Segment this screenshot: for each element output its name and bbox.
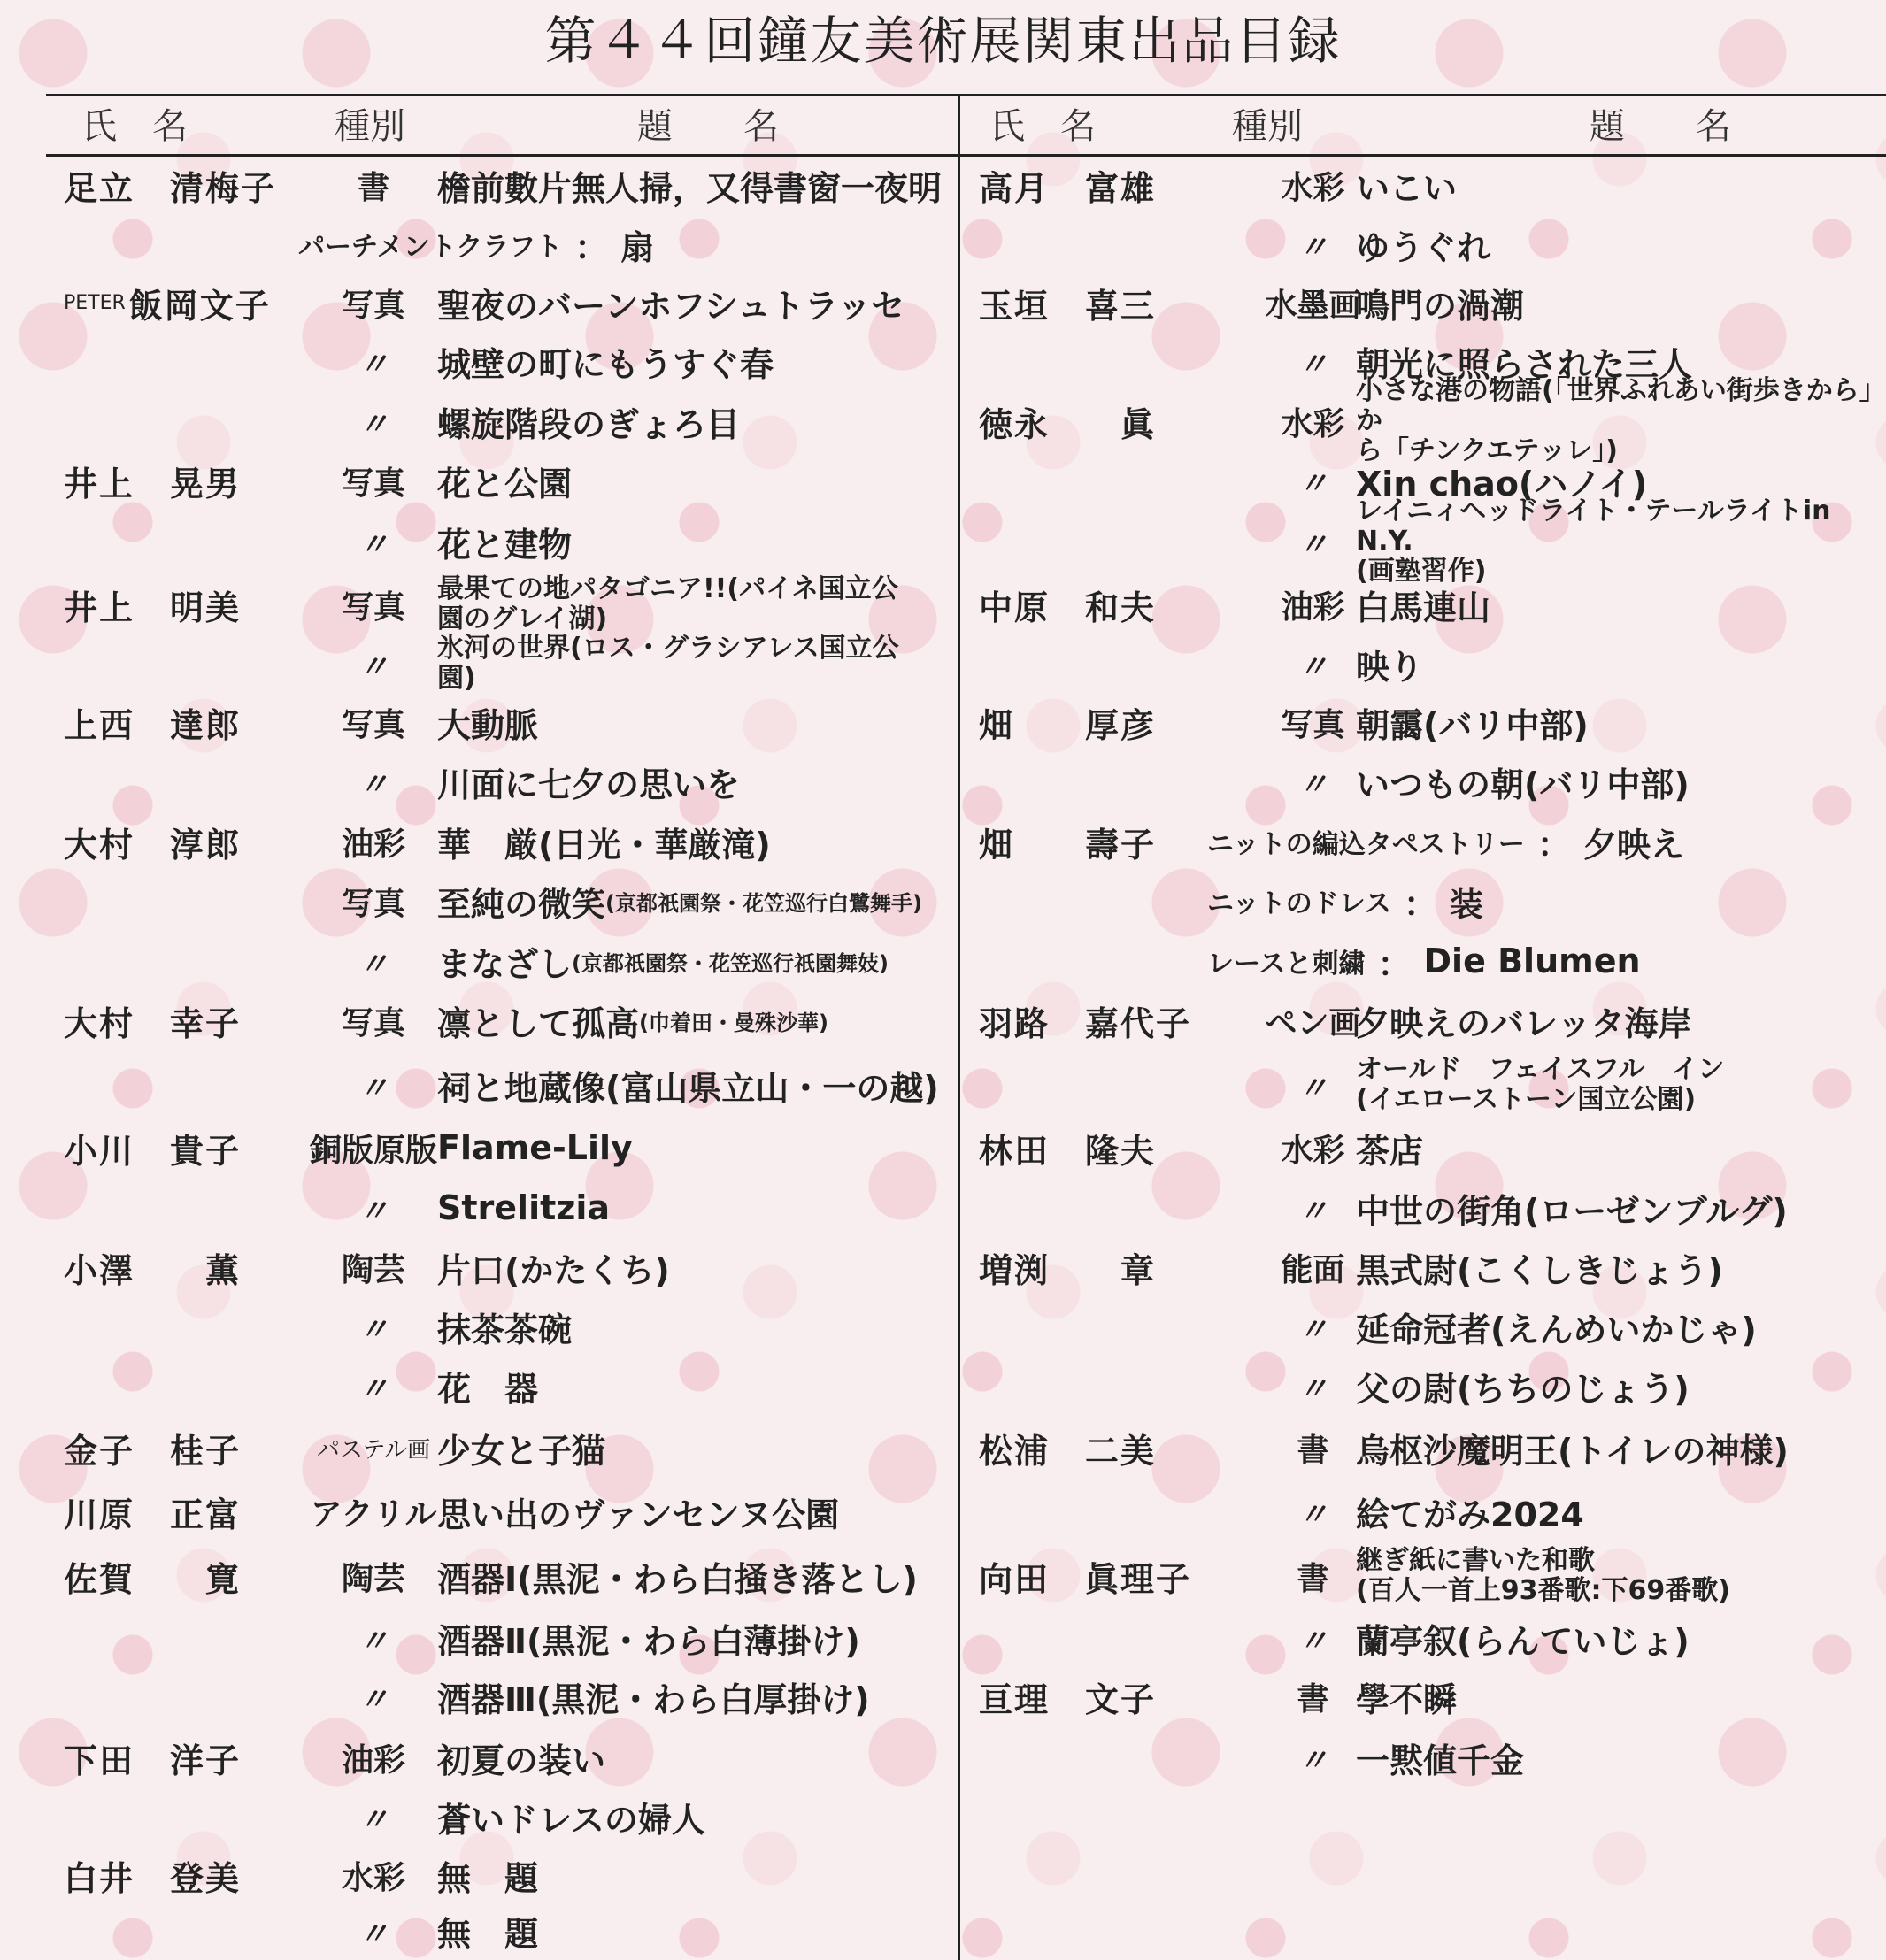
work-title (437, 1902, 956, 1960)
craft-entry (1207, 872, 1886, 930)
work-title-block (1356, 1055, 1724, 1115)
work-title-text: ゆうぐれ (1356, 227, 1491, 267)
page-title: 第４４回鐘友美術展関東出品目録 (544, 11, 1342, 71)
work-title-text: Xin chao(ハノイ) (1356, 464, 1648, 503)
work-title-text: 父の尉(ちちのじょう) (1356, 1369, 1690, 1409)
medium-type: 〃 (1297, 1623, 1328, 1659)
medium-type: 水彩 (1281, 405, 1345, 442)
medium-type: 油彩 (341, 1741, 405, 1779)
catalog-row (46, 1667, 956, 1726)
header-top-rule (46, 94, 1886, 96)
work-title-text: 城壁の町にもうすぐ春 (437, 344, 774, 384)
catalog-row (46, 1297, 956, 1356)
work-title-line2: 園) (437, 663, 476, 694)
medium-type: 〃 (358, 1916, 389, 1952)
catalog-row (961, 1609, 1886, 1667)
name-text: 増渕 章 (979, 1250, 1157, 1290)
medium-type: アクリル (310, 1495, 437, 1533)
work-title (437, 451, 956, 510)
medium-type: 〃 (358, 1681, 389, 1718)
work-title (1356, 496, 1886, 587)
catalog-row (46, 1179, 956, 1237)
name-text: 松浦 二美 (979, 1431, 1157, 1471)
catalog-row (46, 1728, 956, 1787)
work-title-text: 聖夜のバーンホフシュトラッセ (437, 286, 905, 326)
catalog-row (46, 156, 956, 214)
catalog-row (961, 752, 1886, 811)
separator-colon: ： (1377, 944, 1412, 984)
work-title-text: 延命冠者(えんめいかじゃ) (1356, 1310, 1757, 1349)
work-title-text: 無 題 (437, 1914, 539, 1954)
work-title (437, 1482, 956, 1541)
work-title (437, 1297, 956, 1356)
work-title-line1: 小さな港の物語(「世界ふれあい街歩きから」か (1356, 375, 1886, 436)
work-title-block (1356, 496, 1886, 587)
name-text: 井上 明美 (64, 588, 242, 627)
catalog-row (46, 634, 956, 693)
medium-type: 〃 (358, 527, 389, 563)
catalog-row (961, 375, 1886, 466)
work-title (1356, 1667, 1886, 1726)
work-title: Die Blumen (1423, 942, 1641, 980)
work-title-text: 螺旋階段のぎょろ目 (437, 404, 741, 444)
medium-type: 油彩 (1281, 588, 1345, 626)
work-title-note: (巾着田・曼殊沙華) (639, 1010, 828, 1035)
work-title-text: 中世の街角(ローゼンブルグ) (1356, 1191, 1788, 1231)
work-title-text: 抹茶茶碗 (437, 1310, 573, 1349)
work-title-text: 映り (1356, 647, 1424, 687)
medium-type: 写真 (341, 287, 405, 324)
work-title-text: 白馬連山 (1356, 588, 1491, 627)
catalog-row (46, 693, 956, 751)
work-title (1356, 156, 1886, 214)
work-title-text: 初夏の装い (437, 1741, 606, 1780)
medium-type: 〃 (358, 1802, 389, 1838)
catalog-row (46, 1846, 956, 1904)
medium-type: 書 (1297, 1560, 1329, 1597)
work-title-line1: オールド フェイスフル イン (1356, 1054, 1725, 1085)
work-title (1356, 273, 1886, 332)
medium-type: 〃 (358, 766, 389, 803)
work-title (1356, 1118, 1886, 1177)
catalog-row (961, 273, 1886, 332)
catalog-row (46, 512, 956, 571)
medium-type: 水墨画 (1265, 287, 1361, 324)
medium-type: 油彩 (341, 826, 405, 863)
work-title (437, 273, 956, 332)
work-title (437, 932, 956, 990)
name-text: 亘理 文子 (979, 1679, 1157, 1719)
craft-entry (1207, 812, 1886, 871)
work-title (1356, 1418, 1886, 1477)
catalog-row (46, 1609, 956, 1667)
craft-type: ニットの編込タペストリー (1207, 829, 1525, 860)
work-title (1356, 575, 1886, 634)
catalog-row (961, 1179, 1886, 1237)
work-title (1356, 1179, 1886, 1237)
work-title (1356, 215, 1886, 273)
work-title-text: 學不瞬 (1356, 1679, 1458, 1719)
catalog-row (46, 1787, 956, 1846)
catalog-row (46, 991, 956, 1049)
work-title (437, 1667, 956, 1726)
medium-type: 書 (1297, 1680, 1329, 1718)
name-text: 高月 富雄 (979, 168, 1157, 208)
catalog-row (961, 1056, 1886, 1114)
work-title-text: 酒器Ⅲ(黒泥・わら白厚掛け) (437, 1679, 870, 1719)
catalog-row (46, 1902, 956, 1960)
header-title-right: 題 名 (1590, 106, 1731, 147)
work-title-text: 一黙値千金 (1356, 1741, 1525, 1780)
work-title: 扇 (620, 227, 655, 267)
medium-type: 〃 (1297, 1371, 1328, 1407)
medium-type: 〃 (358, 346, 389, 382)
name-text: 足立 清梅子 (64, 168, 277, 208)
work-title (437, 1238, 956, 1296)
work-title-note: (京都祇園祭・花笠巡行白鷺舞手) (605, 890, 922, 916)
work-title-text: 凛として孤高 (437, 1003, 640, 1043)
medium-type: 〃 (1297, 346, 1328, 382)
medium-type: 写真 (341, 1004, 405, 1041)
work-title (437, 872, 956, 930)
work-title-line1: 継ぎ紙に書いた和歌 (1356, 1545, 1595, 1576)
name-text: 井上 晃男 (64, 464, 242, 503)
catalog-row (961, 156, 1886, 214)
work-title-text: 黒式尉(こくしきじょう) (1356, 1250, 1723, 1290)
work-title-text: 無 題 (437, 1858, 539, 1898)
catalog-row (961, 812, 1886, 871)
catalog-row (46, 872, 956, 930)
work-title-text: 片口(かたくち) (437, 1250, 670, 1290)
name-text: 向田 眞理子 (979, 1559, 1192, 1599)
work-title (437, 991, 956, 1049)
medium-type: 写真 (341, 588, 405, 626)
work-title-text: 絵てがみ2024 (1356, 1495, 1584, 1534)
medium-type: 写真 (341, 885, 405, 922)
work-title (1356, 634, 1886, 693)
work-title-block (1356, 1546, 1730, 1606)
work-title (1356, 991, 1886, 1049)
name-text: 徳永 眞 (979, 404, 1157, 444)
work-title (437, 1118, 956, 1177)
work-title (437, 156, 956, 214)
catalog-row (46, 932, 956, 990)
work-title-text: 茶店 (1356, 1131, 1424, 1171)
name-text: 佐賀 寛 (64, 1559, 242, 1599)
medium-type: 水彩 (1281, 169, 1345, 206)
work-title-text: 鳴門の渦潮 (1356, 286, 1525, 326)
work-title-text: 川面に七夕の思いを (437, 765, 741, 804)
work-title-line2: 園のグレイ湖) (437, 603, 608, 634)
catalog-row (961, 1482, 1886, 1541)
name-text: 金子 桂子 (64, 1431, 242, 1471)
medium-type: 〃 (358, 1371, 389, 1407)
work-title-text: 朝光に照らされた三人 (1356, 344, 1693, 384)
work-title-text: いこい (1356, 168, 1458, 208)
work-title-text: 華 厳(日光・華厳滝) (437, 825, 771, 865)
work-title (437, 752, 956, 811)
craft-entry (1207, 932, 1886, 990)
work-title (437, 1787, 956, 1846)
name-text: 大村 幸子 (64, 1003, 242, 1043)
catalog-row (961, 1118, 1886, 1177)
name-text: 中原 和夫 (979, 588, 1157, 627)
medium-type: 〃 (1297, 1193, 1328, 1229)
catalog-row (46, 1118, 956, 1177)
work-title-text: 酒器Ⅰ(黒泥・わら白掻き落とし) (437, 1559, 918, 1599)
work-title (437, 1179, 956, 1237)
medium-type: 〃 (358, 946, 389, 982)
medium-type: パステル画 (316, 1436, 431, 1464)
name-text: 玉垣 喜三 (979, 286, 1157, 326)
work-title-line1: 氷河の世界(ロス・グラシアレス国立公 (437, 633, 899, 664)
catalog-row (961, 634, 1886, 693)
work-title (437, 693, 956, 751)
work-title-text: 祠と地蔵像(富山県立山・一の越) (437, 1068, 939, 1108)
work-title-text: 蘭亭叙(らんていじょ) (1356, 1621, 1690, 1661)
name-text: 小澤 薫 (64, 1250, 242, 1290)
catalog-row (961, 496, 1886, 587)
work-title-text: 大動脈 (437, 705, 539, 745)
medium-type: 〃 (1297, 1070, 1328, 1106)
name-text: 川原 正富 (64, 1495, 242, 1534)
work-title (437, 332, 956, 390)
work-title (1356, 1609, 1886, 1667)
medium-type: 〃 (1297, 1311, 1328, 1348)
work-title (1356, 1238, 1886, 1296)
header-name-right: 氏 名 (989, 106, 1096, 147)
craft-type: レースと刺繍 (1207, 949, 1366, 980)
name-text: 畑 壽子 (979, 825, 1157, 865)
work-title (437, 1728, 956, 1787)
catalog-row (961, 1418, 1886, 1477)
work-title-line2: (百人一首上93番歌:下69番歌) (1356, 1575, 1730, 1606)
work-title (437, 1418, 956, 1477)
catalog-row (46, 1357, 956, 1415)
work-title-text: Strelitzia (437, 1188, 611, 1227)
header-type-right: 種別 (1232, 106, 1303, 147)
work-title (437, 1547, 956, 1605)
work-title-line1: 最果ての地パタゴニア!!(パイネ国立公 (437, 573, 898, 604)
craft-type: ニットのドレス (1207, 888, 1391, 919)
name-text: 飯岡文子 (128, 286, 271, 326)
catalog-row (46, 332, 956, 390)
separator-colon: ： (1403, 884, 1437, 924)
work-title-text: 檐前數片無人掃，又得書窗一夜明 (437, 168, 943, 208)
work-title (437, 512, 956, 571)
work-title-text: 花と建物 (437, 525, 573, 565)
medium-type: 陶芸 (341, 1560, 405, 1597)
separator-colon: ： (1536, 825, 1571, 865)
work-title (1356, 693, 1886, 751)
work-title-text: 少女と子猫 (437, 1431, 606, 1471)
craft-type: パーチメントクラフト (298, 232, 563, 263)
work-title (1356, 1357, 1886, 1415)
work-title (437, 392, 956, 450)
medium-type: 写真 (341, 706, 405, 743)
work-title-text: 花 器 (437, 1369, 539, 1409)
work-title (1356, 1297, 1886, 1356)
medium-type: 〃 (358, 1070, 389, 1106)
work-title-text: いつもの朝(バリ中部) (1356, 765, 1690, 804)
medium-type: 〃 (1297, 649, 1328, 685)
catalog-row (961, 1547, 1886, 1605)
name-prefix: PETER (64, 291, 126, 314)
work-title-text: 花と公園 (437, 464, 573, 503)
work-title-text: 酒器Ⅱ(黒泥・わら白薄掛け) (437, 1621, 860, 1661)
work-title (437, 1609, 956, 1667)
name-text: 羽路 嘉代子 (979, 1003, 1192, 1043)
medium-type: 銅版原版 (309, 1132, 437, 1169)
name-text: 白井 登美 (64, 1858, 242, 1898)
name-text: 畑 厚彦 (979, 705, 1157, 745)
name-text: 林田 隆夫 (979, 1131, 1157, 1171)
work-title-line2: (画塾習作) (1356, 556, 1487, 587)
work-title-block (437, 634, 899, 694)
catalog-row (46, 273, 956, 332)
work-title (437, 634, 956, 693)
catalog-row (961, 1728, 1886, 1787)
work-title-text: 至純の微笑 (437, 884, 606, 924)
catalog-row (961, 1667, 1886, 1726)
work-title-text: 夕映えのバレッタ海岸 (1356, 1003, 1692, 1043)
work-title-block (437, 574, 898, 634)
catalog-row (961, 932, 1886, 990)
separator-colon: ： (574, 227, 609, 267)
work-title (1356, 1728, 1886, 1787)
header-name-left: 氏 名 (81, 106, 188, 147)
work-title-line1: レイニィヘッドライト・テールライトin N.Y. (1356, 496, 1831, 557)
medium-type: 写真 (341, 465, 405, 502)
medium-type: 〃 (1297, 1496, 1328, 1533)
catalog-row (46, 1547, 956, 1605)
work-title (1356, 1056, 1886, 1114)
work-title (437, 1056, 956, 1114)
work-title-line2: ら「チンクエテッレ」) (1356, 435, 1619, 466)
catalog-row (46, 575, 956, 634)
medium-type: 写真 (1281, 706, 1345, 743)
name-text: 下田 洋子 (64, 1741, 242, 1780)
medium-type: 水彩 (341, 1859, 405, 1896)
work-title-line2: (イエローストーン国立公園) (1356, 1084, 1697, 1115)
medium-type: 書 (357, 169, 389, 206)
medium-type: 〃 (358, 1193, 389, 1229)
medium-type: 〃 (1297, 527, 1328, 563)
name-text: 大村 淳郎 (64, 825, 242, 865)
medium-type: 〃 (358, 1623, 389, 1659)
work-title: 装 (1449, 884, 1483, 924)
catalog-row (46, 1238, 956, 1296)
catalog-row (961, 693, 1886, 751)
medium-type: 〃 (1297, 766, 1328, 803)
work-title (1356, 1547, 1886, 1605)
work-title (437, 1846, 956, 1904)
work-title-text: Flame-Lily (437, 1128, 633, 1167)
medium-type: 〃 (1297, 1742, 1328, 1779)
craft-entry (298, 215, 956, 273)
medium-type: 〃 (358, 1311, 389, 1348)
medium-type: ペン画 (1265, 1004, 1361, 1041)
catalog-row (961, 1357, 1886, 1415)
work-title-text: 朝靄(バリ中部) (1356, 705, 1589, 745)
work-title-text: 思い出のヴァンセンヌ公園 (437, 1495, 840, 1534)
work-title (1356, 1482, 1886, 1541)
catalog-row (46, 392, 956, 450)
work-title: 夕映え (1582, 825, 1684, 865)
catalog-row (961, 872, 1886, 930)
work-title-note: (京都祇園祭・花笠巡行祇園舞妓) (572, 950, 889, 976)
medium-type: 能面 (1281, 1251, 1345, 1288)
header-type-left: 種別 (335, 106, 405, 147)
catalog-row (961, 215, 1886, 273)
catalog-row (46, 1056, 956, 1114)
work-title (437, 575, 956, 634)
header-title-left: 題 名 (637, 106, 779, 147)
catalog-row (46, 215, 956, 273)
catalog-row (46, 812, 956, 871)
column-divider (958, 94, 960, 1960)
medium-type: 〃 (358, 649, 389, 685)
catalog-row (961, 991, 1886, 1049)
medium-type: 〃 (1297, 229, 1328, 265)
catalog-row (46, 1482, 956, 1541)
medium-type: 陶芸 (341, 1251, 405, 1288)
catalog-row (46, 1418, 956, 1477)
medium-type: 〃 (358, 406, 389, 442)
work-title (437, 1357, 956, 1415)
medium-type: 水彩 (1281, 1132, 1345, 1169)
catalog-row (961, 1238, 1886, 1296)
catalog-row (961, 575, 1886, 634)
work-title (1356, 752, 1886, 811)
work-title (1356, 375, 1886, 466)
work-title-text: 蒼いドレスの婦人 (437, 1800, 705, 1840)
work-title-text: 烏枢沙魔明王(トイレの神様) (1356, 1431, 1789, 1471)
name-text: 小川 貴子 (64, 1131, 242, 1171)
medium-type: 〃 (1297, 465, 1328, 502)
medium-type: 書 (1297, 1432, 1329, 1469)
work-title-text: まなざし (437, 944, 573, 984)
catalog-row (46, 451, 956, 510)
catalog-row (46, 752, 956, 811)
catalog-row (961, 1297, 1886, 1356)
work-title (437, 812, 956, 871)
name-text: 上西 達郎 (64, 705, 242, 745)
